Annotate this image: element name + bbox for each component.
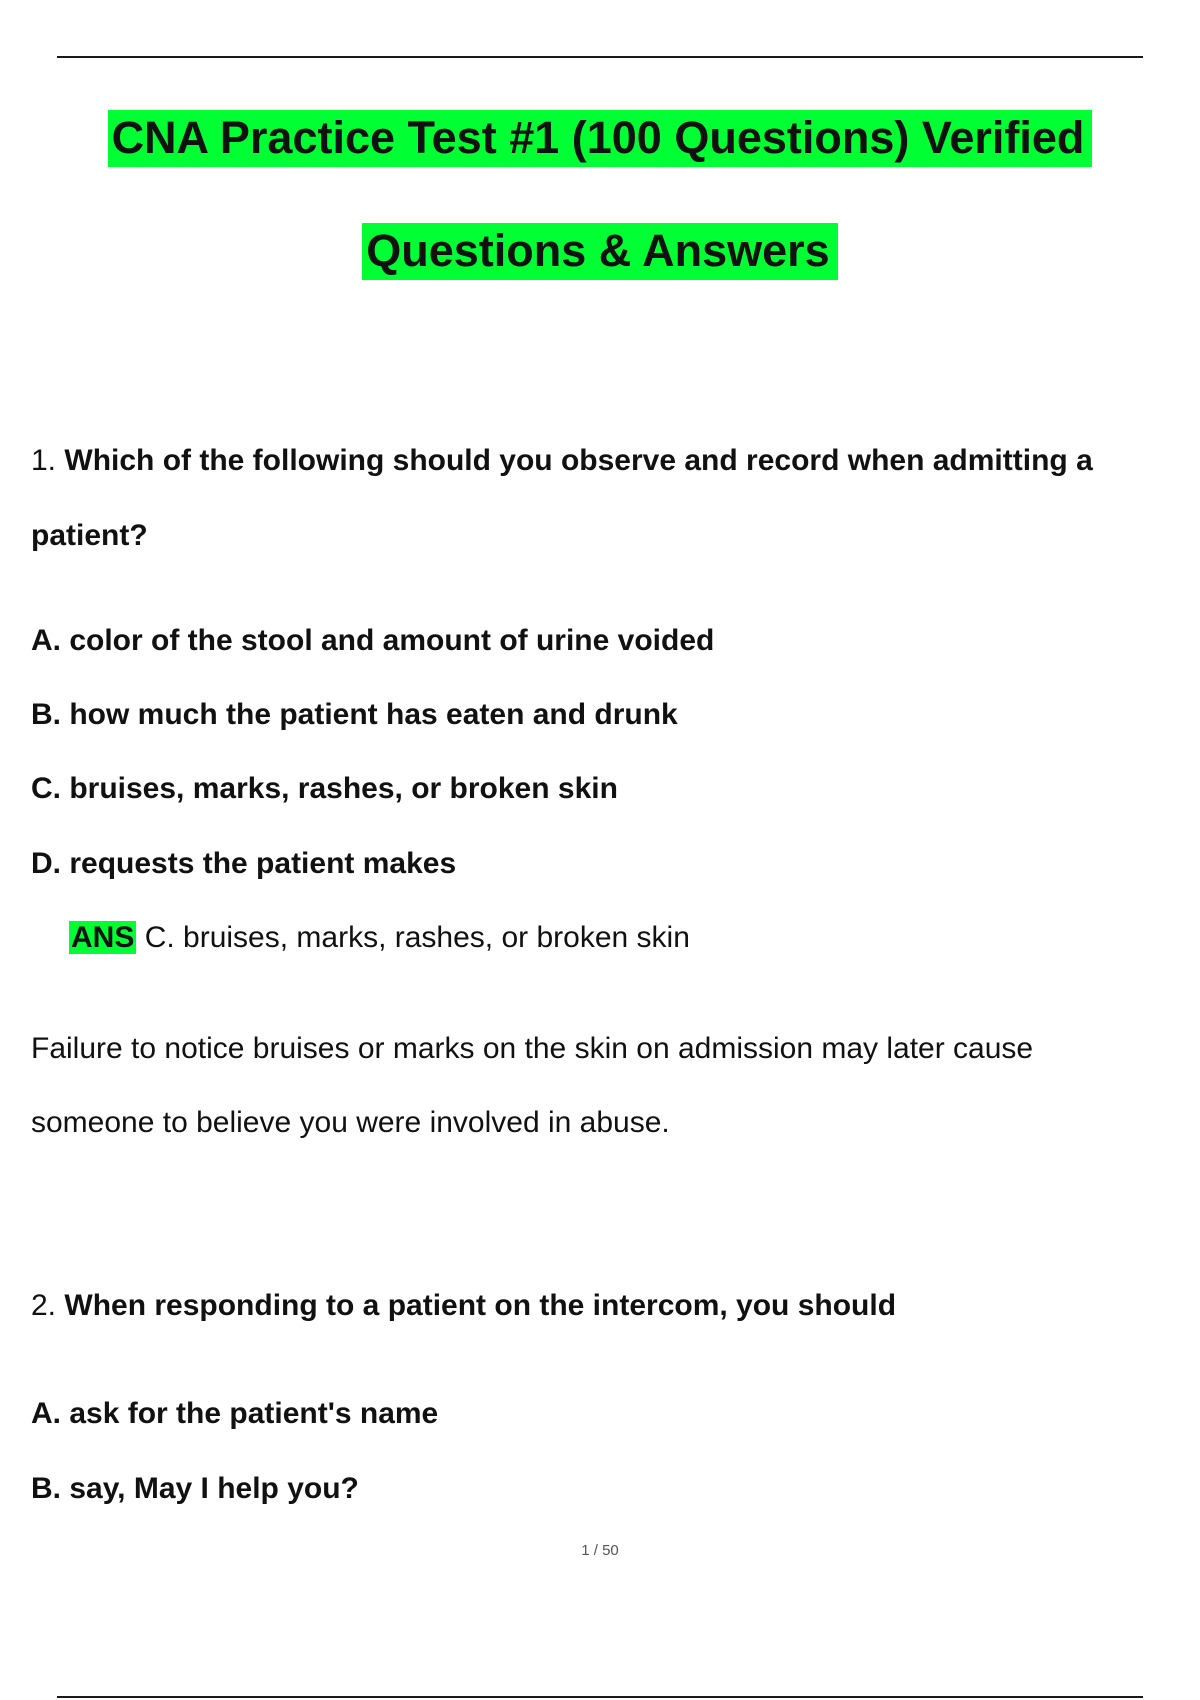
question-2-option-b: B. say, May I help you? xyxy=(31,1472,359,1505)
question-1-text xyxy=(31,443,1171,479)
document-title-line-1 xyxy=(0,111,1200,165)
question-1-explanation-line-2: someone to believe you were involved in abuse. xyxy=(31,1106,670,1139)
question-number: 2. xyxy=(31,1289,57,1322)
answer-text: C. bruises, marks, rashes, or broken skin xyxy=(144,921,690,954)
question-text: Which of the following should you observe and record when admitting a xyxy=(64,444,1093,477)
question-1-text-continued: patient? xyxy=(31,519,148,552)
question-1-option-a: A. color of the stool and amount of urine voided xyxy=(31,624,715,657)
page-number: 1 / 50 xyxy=(581,1542,619,1559)
question-1-answer xyxy=(69,920,690,956)
top-rule xyxy=(57,56,1143,58)
question-2-text xyxy=(31,1288,1171,1324)
question-1-explanation-line-1: Failure to notice bruises or marks on the skin on admission may later cause xyxy=(31,1032,1034,1065)
question-1-option-c: C. bruises, marks, rashes, or broken skin xyxy=(31,772,618,805)
title-highlight: CNA Practice Test #1 (100 Questions) Verified xyxy=(108,110,1093,167)
title-highlight: Questions & Answers xyxy=(362,223,837,280)
question-number: 1. xyxy=(31,444,57,477)
question-text: When responding to a patient on the intercom, you should xyxy=(64,1289,897,1322)
question-1-option-b: B. how much the patient has eaten and drunk xyxy=(31,698,678,731)
question-2-option-a: A. ask for the patient's name xyxy=(31,1397,439,1430)
bottom-rule xyxy=(57,1696,1143,1698)
question-1-option-d: D. requests the patient makes xyxy=(31,847,457,880)
document-title-line-2 xyxy=(0,224,1200,278)
answer-tag: ANS xyxy=(71,921,135,954)
